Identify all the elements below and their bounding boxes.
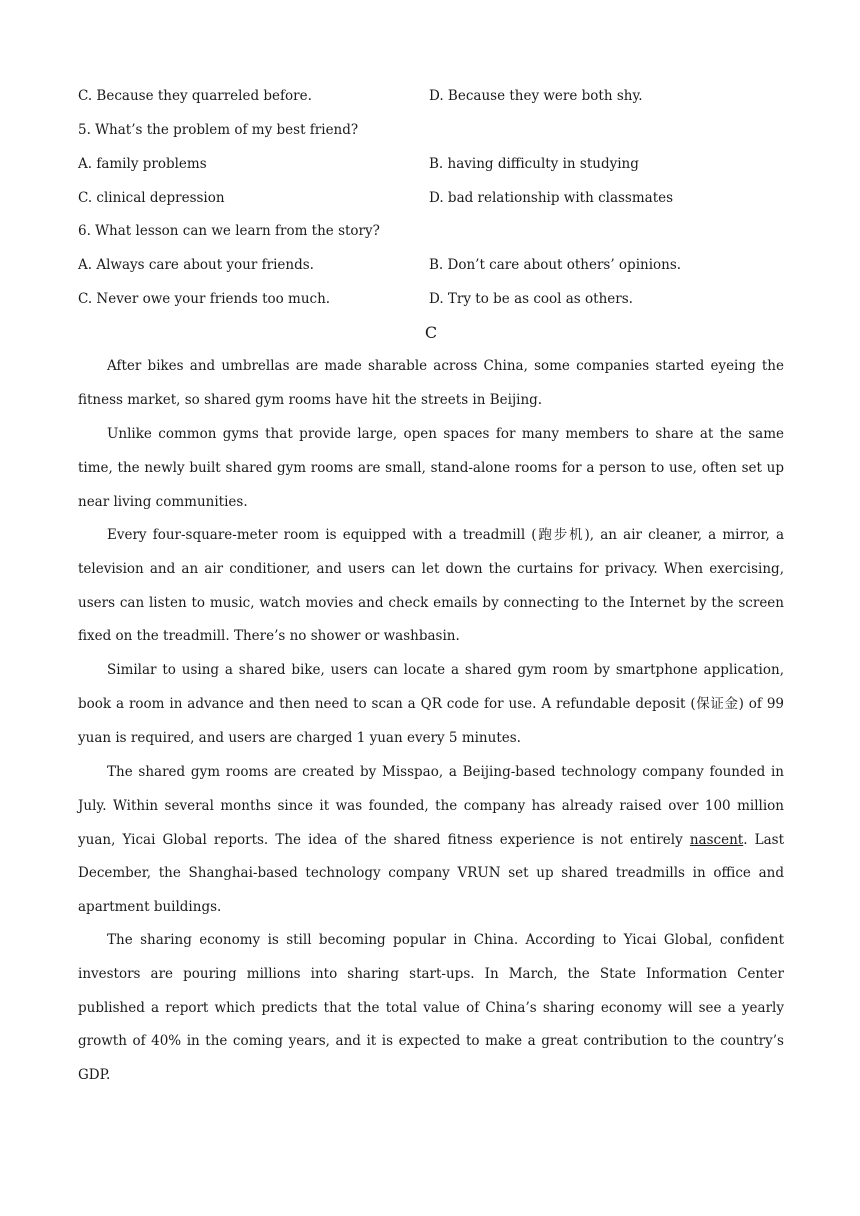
q6-option-b[interactable]: B. Don’t care about others’ opinions. bbox=[429, 257, 682, 273]
underlined-word-nascent: nascent bbox=[689, 831, 744, 848]
q5-option-c[interactable]: C. clinical depression bbox=[78, 190, 225, 206]
q6-options-cd-row bbox=[78, 289, 784, 309]
q4-option-d[interactable]: D. Because they were both shy. bbox=[429, 88, 643, 104]
q6-option-a[interactable]: A. Always care about your friends. bbox=[78, 257, 314, 273]
q5-options-cd-row bbox=[78, 188, 784, 208]
passage-paragraph-5 bbox=[78, 756, 784, 925]
passage-paragraph-6: The sharing economy is still becoming popular in China. According to Yicai Global, confident investors are pouring millions into sharing start-ups. In March, the State Information Center published a report which predicts that the total value of China’s sharing economy will see a yearly growth of 40% in the coming years, and it is expected to make a great contribution to the country’s GDP. bbox=[78, 932, 784, 1084]
q5-stem: 5. What’s the problem of my best friend? bbox=[78, 122, 359, 138]
passage-paragraph-3: Every four-square-meter room is equipped with a treadmill (跑步机), an air cleaner, a mirror, a television and an air conditioner, and users can let down the curtains for privacy. When exercising, users can listen to music, watch movies and check emails by connecting to the Internet by the screen fixed on the treadmill. There’s no shower or washbasin. bbox=[78, 527, 784, 645]
q5-stem-row bbox=[78, 120, 784, 140]
q6-option-d[interactable]: D. Try to be as cool as others. bbox=[429, 291, 633, 307]
q5-option-a[interactable]: A. family problems bbox=[78, 156, 207, 172]
q5-options-ab-row bbox=[78, 154, 784, 174]
q5-option-d[interactable]: D. bad relationship with classmates bbox=[429, 190, 674, 206]
passage-paragraph-2: Unlike common gyms that provide large, open spaces for many members to share at the same time, the newly built shared gym rooms are small, stand-alone rooms for a person to use, often set up near living communities. bbox=[78, 426, 784, 510]
q6-options-ab-row bbox=[78, 255, 784, 275]
q6-stem-row bbox=[78, 221, 784, 241]
q6-stem: 6. What lesson can we learn from the story? bbox=[78, 223, 380, 239]
passage-paragraph-1: After bikes and umbrellas are made sharable across China, some companies started eyeing the fitness market, so shared gym rooms have hit the streets in Beijing. bbox=[78, 358, 784, 408]
q4-option-c[interactable]: C. Because they quarreled before. bbox=[78, 88, 312, 104]
passage-paragraph-4: Similar to using a shared bike, users can locate a shared gym room by smartphone application, book a room in advance and then need to scan a QR code for use. A refundable deposit (保证金) of 99 yuan is required, and users are charged 1 yuan every 5 minutes. bbox=[78, 662, 784, 746]
paragraph-5-text-before: The shared gym rooms are created by Misspao, a Beijing-based technology company founded in July. Within several months since it was founded, the company has already raised over 100 million yuan, Yicai Global reports. The idea of the shared fitness experience is not entirely bbox=[78, 764, 784, 848]
paragraph-5-text-after: . Last December, the Shanghai-based technology company VRUN set up shared treadmills in office and apartment buildings. bbox=[78, 831, 784, 916]
q5-option-b[interactable]: B. having difficulty in studying bbox=[429, 156, 639, 172]
q6-option-c[interactable]: C. Never owe your friends too much. bbox=[78, 291, 331, 307]
q4-options-cd-row bbox=[78, 86, 784, 106]
section-heading: C bbox=[424, 323, 438, 342]
